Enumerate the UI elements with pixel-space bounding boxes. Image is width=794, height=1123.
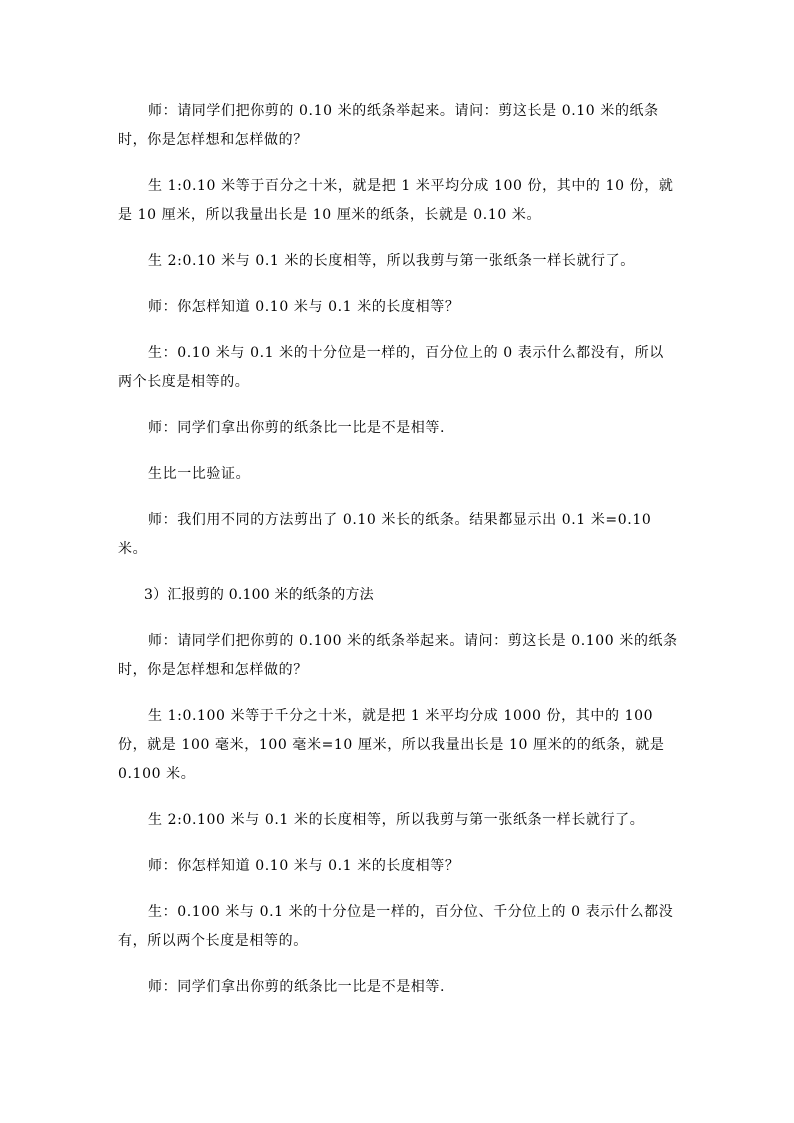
paragraph-teacher-followup-010: 师：你怎样知道 0.10 米与 0.1 米的长度相等？: [148, 299, 460, 315]
paragraph-student1-answer-0100: 生 1:0.100 米等于千分之十米，就是把 1 米平均分成 1000 份，其中的 100 份，就是 100 毫米，100 毫米=10 厘米，所以我量出长是 10 厘米的的纸条，就是 0.100 米。: [118, 708, 665, 782]
paragraph-student2-answer-0100: 生 2:0.100 米与 0.1 米的长度相等，所以我剪与第一张纸条一样长就行了。: [148, 812, 645, 828]
paragraph-student-explanation-0100: 生：0.100 米与 0.1 米的十分位是一样的，百分位、千分位上的 0 表示什么都没有，所以两个长度是相等的。: [118, 904, 674, 949]
paragraph-teacher-followup-0100: 师：你怎样知道 0.10 米与 0.1 米的长度相等？: [148, 858, 460, 874]
paragraph-teacher-compare-0100: 师：同学们拿出你剪的纸条比一比是不是相等.: [148, 979, 446, 995]
paragraph-teacher-question-0100: 师：请同学们把你剪的 0.100 米的纸条举起来。请问：剪这长是 0.100 米的纸条时，你是怎样想和怎样做的？: [118, 633, 678, 678]
section-heading-report-0100: 3）汇报剪的 0.100 米的纸条的方法: [144, 587, 374, 603]
paragraph-student-verify: 生比一比验证。: [148, 466, 251, 482]
paragraph-student2-answer-010: 生 2:0.10 米与 0.1 米的长度相等，所以我剪与第一张纸条一样长就行了。: [148, 253, 635, 269]
paragraph-student-explanation-010: 生：0.10 米与 0.1 米的十分位是一样的，百分位上的 0 表示什么都没有，所以两个长度是相等的。: [118, 345, 664, 390]
paragraph-teacher-question-010: 师：请同学们把你剪的 0.10 米的纸条举起来。请问：剪这长是 0.10 米的纸条时，你是怎样想和怎样做的？: [118, 103, 659, 148]
paragraph-teacher-summary-010: 师：我们用不同的方法剪出了 0.10 米长的纸条。结果都显示出 0.1 米=0.10 米。: [118, 512, 652, 557]
paragraph-teacher-compare-010: 师：同学们拿出你剪的纸条比一比是不是相等.: [148, 420, 446, 436]
paragraph-student1-answer-010: 生 1:0.10 米等于百分之十米，就是把 1 米平均分成 100 份，其中的 10 份，就是 10 厘米，所以我量出长是 10 厘米的纸条，长就是 0.10 米。: [118, 178, 674, 223]
document-body: [118, 97, 678, 1019]
